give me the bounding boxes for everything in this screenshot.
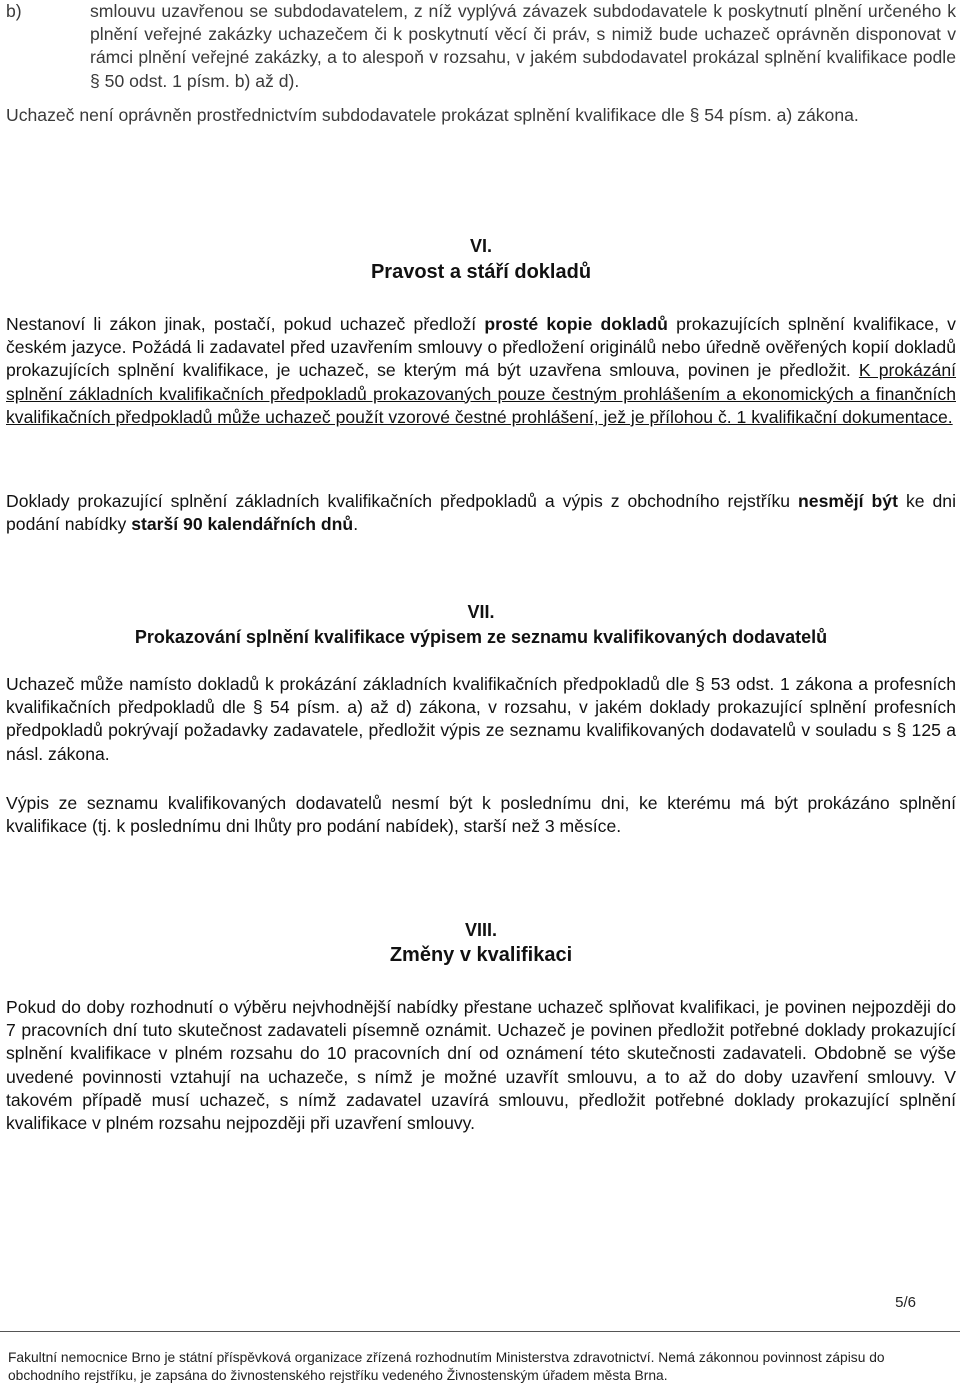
list-item-b [6,0,956,93]
section-6-paragraph-2 [6,490,956,536]
section-7-paragraph-1: Uchazeč může namísto dokladů k prokázání základních kvalifikačních předpokladů dle § 53 odst. 1 zákona a profesních kvalifikačních předpokladů dle § 54 písm. a) až d) zákona, v rozsahu, v jakém doklady prokazující splnění profesních předpokladů pokrývají požadavky zadavatele, předložit výpis ze seznamu kvalifikovaných dodavatelů v souladu s § 125 a násl. zákona. [6,674,956,764]
section-8-paragraph-1: Pokud do doby rozhodnutí o výběru nejvhodnější nabídky přestane uchazeč splňovat kvalifikaci, je povinen nejpozději do 7 pracovních dní tuto skutečnost zadavateli písemně oznámit. Uchazeč je povinen předložit potřebné doklady prokazující splnění kvalifikace v plném rozsahu do 10 pracovních dní od oznámení této skutečnosti zadavateli. Obdobně se výše uvedené povinnosti vztahují na uchazeče, s nímž je možné uzavřít smlouvu, a to až do doby uzavření smlouvy. V takovém případě musí uchazeč, s nímž zadavatel uzavírá smlouvu, předložit potřebné doklady prokazující splnění kvalifikace v plném rozsahu nejpozději při uzavření smlouvy. [6,997,956,1134]
section-8-number: VIII. [464,920,497,940]
section-7-number: VII. [467,602,495,622]
list-item-text: smlouvu uzavřenou se subdodavatelem, z níž vyplývá závazek subdodavatele k poskytnutí plnění určeného k plnění veřejné zakázky uchazečem či k poskytnutí věcí či práv, s nimiž bude uchazeč oprávněn disponovat v rámci plnění veřejné zakázky, a to alespoň v rozsahu, v jakém subdodavatel prokázal splnění kvalifikace podle § 50 odst. 1 písm. b) až d). [90,1,956,91]
underlined-text-run: K prokázání splnění základních kvalifikačních předpokladů prokazovaných pouze čestným prohlášením a ekonomických a finančních kvalifikačních předpokladů může uchazeč použít vzorové čestné prohlášení, jež je přílohou č. 1 kvalifikační dokumentace. [6,360,957,427]
bold-text-run: starší 90 kalendářních dnů [131,514,354,535]
section-7-paragraph-2: Výpis ze seznamu kvalifikovaných dodavatelů nesmí být k poslednímu dni, ke kterému má být prokázáno splnění kvalifikace (tj. k poslednímu dni lhůty pro podání nabídek), starší než 3 měsíce. [6,793,956,837]
section-6-paragraph-1 [6,313,956,429]
section-6-number: VI. [469,236,492,256]
page-footer: Fakultní nemocnice Brno je státní příspěvková organizace zřízená rozhodnutím Ministerstva zdravotnictví. Nemá zákonnou povinnost zápisu do obchodního rejstříku, je zapsána do živnostenského rejstříku vedeného Živnostenským úřadem města Brna. [8,1350,885,1383]
section-8-title: Změny v kvalifikaci [389,944,573,966]
bold-text-run: prosté kopie dokladů [484,314,668,334]
bold-text-run: nesmějí být [798,491,898,511]
subcontractor-restriction-paragraph: Uchazeč není oprávněn prostřednictvím subdodavatele prokázat splnění kvalifikace dle § 54 písm. a) zákona. [6,105,859,125]
text-run: Doklady prokazující splnění základních kvalifikačních předpokladů a výpis z obchodního rejstříku [6,491,799,511]
section-6-title: Pravost a stáří dokladů [370,261,592,283]
page-number: 5/6 [895,1294,916,1311]
list-item-label: b) [6,1,22,21]
text-run: prokazujících splnění kvalifikace, v českém jazyce. Požádá li zadavatel před uzavřením smlouvy o předložení originálů nebo úředně ověřených kopií dokladů prokazujících splnění kvalifikace, je uchazeč, se kterým má být uzavřena smlouva, povinen je předložit. [6,314,956,381]
text-run: Nestanoví li zákon jinak, postačí, pokud uchazeč předloží [6,314,485,334]
section-7-title: Prokazování splnění kvalifikace výpisem ze seznamu kvalifikovaných dodavatelů [134,627,828,647]
text-run: ke dni podání nabídky [6,491,956,535]
text-run: . [353,514,359,535]
footer-divider [0,1331,960,1332]
